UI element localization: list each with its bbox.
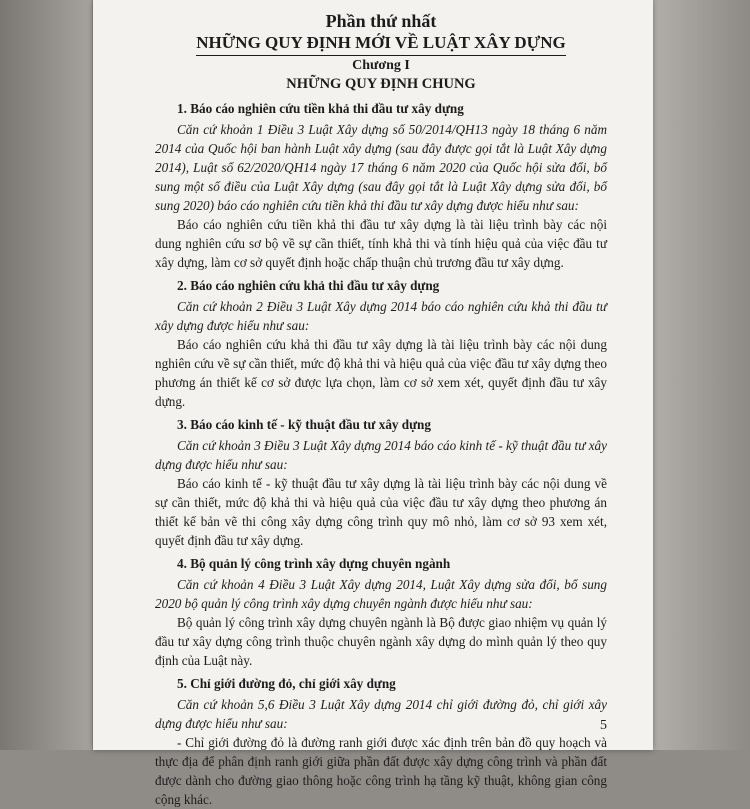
- background-right: [650, 0, 750, 750]
- part-title: Phần thứ nhất: [325, 11, 437, 31]
- section-heading: 3. Báo cáo kinh tế - kỹ thuật đầu tư xây dựng: [177, 417, 431, 432]
- main-title: NHỮNG QUY ĐỊNH MỚI VỀ LUẬT XÂY DỰNG: [196, 32, 565, 56]
- section-2: [155, 276, 607, 411]
- section-heading: 4. Bộ quản lý công trình xây dựng chuyên ngành: [177, 556, 451, 571]
- page-number: 5: [600, 718, 607, 733]
- section-body: Bộ quản lý công trình xây dựng chuyên ngành là Bộ được giao nhiệm vụ quản lý đầu tư xây dựng công trình thuộc chuyên ngành xây dựng do mình quản lý theo quy định của Luật này.: [155, 615, 607, 668]
- section-heading: 5. Chỉ giới đường đỏ, chỉ giới xây dựng: [177, 676, 396, 691]
- main-title-wrap: [155, 32, 607, 56]
- section-3: [155, 415, 607, 550]
- section-basis: Căn cứ khoản 4 Điều 3 Luật Xây dựng 2014, Luật Xây dựng sửa đổi, bổ sung 2020 bộ quản lý công trình xây dựng chuyên ngành được hiểu như sau:: [155, 577, 607, 611]
- section-4: [155, 554, 607, 670]
- book-page: [93, 0, 653, 807]
- section-body: Báo cáo nghiên cứu tiền khả thi đầu tư xây dựng là tài liệu trình bày các nội dung nghiên cứu sơ bộ về sự cần thiết, tính khả thi và tính hiệu quả của việc đầu tư xây dựng, làm cơ sở quyết định hoặc chấp thuận chủ trương đầu tư xây dựng.: [155, 217, 607, 270]
- section-body: - Chỉ giới đường đỏ là đường ranh giới được xác định trên bản đồ quy hoạch và thực địa để phân định ranh giới giữa phần đất được xây dựng công trình và phần đất được dành cho đường giao thông hoặc công trình hạ tầng kỹ thuật, không gian công cộng khác.: [155, 735, 607, 807]
- section-body: Báo cáo nghiên cứu khả thi đầu tư xây dựng là tài liệu trình bày các nội dung nghiên cứu về sự cần thiết, mức độ khả thi và hiệu quả của việc đầu tư xây dựng theo phương án thiết kế cơ sở được lựa chọn, làm cơ sở xem xét, quyết định đầu tư xây dựng.: [155, 337, 607, 409]
- chapter-name: NHỮNG QUY ĐỊNH CHUNG: [286, 76, 476, 92]
- background-left: [0, 0, 92, 750]
- section-body: Báo cáo kinh tế - kỹ thuật đầu tư xây dựng là tài liệu trình bày các nội dung về sự cần thiết, mức độ khả thi và hiệu quả của việc đầu tư xây dựng theo phương án thiết kế bản vẽ thi công xây dựng công trình quy mô nhỏ, làm cơ sở 93 xem xét, quyết định đầu tư xây dựng.: [155, 476, 607, 548]
- section-heading: 1. Báo cáo nghiên cứu tiền khả thi đầu tư xây dựng: [177, 101, 464, 116]
- section-basis: Căn cứ khoản 2 Điều 3 Luật Xây dựng 2014 báo cáo nghiên cứu khả thi đầu tư xây dựng được hiểu như sau:: [155, 299, 607, 333]
- page-content: [155, 10, 607, 809]
- section-heading: 2. Báo cáo nghiên cứu khả thi đầu tư xây dựng: [177, 278, 440, 293]
- section-5: [155, 674, 607, 809]
- section-basis: Căn cứ khoản 1 Điều 3 Luật Xây dựng số 50/2014/QH13 ngày 18 tháng 6 năm 2014 của Quốc hội ban hành Luật xây dựng (sau đây được gọi tắt là Luật Xây dựng 2014), Luật số 62/2020/QH14 ngày 17 tháng 6 năm 2020 của Quốc hội sửa đổi, bổ sung một số điều của Luật Xây dựng (sau đây gọi tắt là Luật Xây dựng sửa đổi, bổ sung 2020) báo cáo nghiên cứu tiền khả thi đầu tư xây dựng được hiểu như sau:: [155, 122, 607, 213]
- section-basis: Căn cứ khoản 3 Điều 3 Luật Xây dựng 2014 báo cáo kinh tế - kỹ thuật đầu tư xây dựng được hiểu như sau:: [155, 438, 607, 472]
- chapter-label: Chương I: [352, 58, 410, 73]
- section-1: [155, 99, 607, 272]
- section-basis: Căn cứ khoản 5,6 Điều 3 Luật Xây dựng 2014 chỉ giới đường đỏ, chỉ giới xây dựng được hiểu như sau:: [155, 697, 607, 731]
